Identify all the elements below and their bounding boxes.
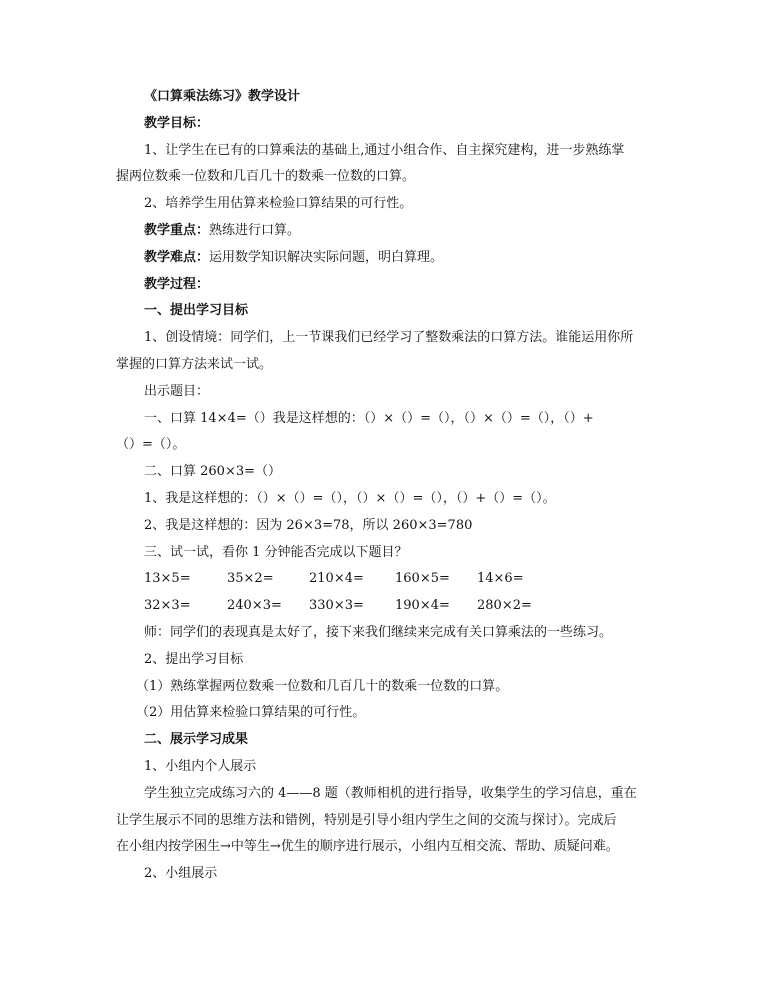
document-title: 《口算乘法练习》教学设计 [144,89,301,104]
exercise-item: 240×3= [227,598,282,614]
s2-point-1: 1、小组内个人展示 [144,758,257,774]
s2-body-line-1: 学生独立完成练习六的 4——8 题（教师相机的进行指导，收集学生的学习信息，重在 [144,785,637,801]
exercise-item: 210×4= [309,571,364,587]
exercise-item: 160×5= [395,571,450,587]
difficulty-label: 教学难点： [144,249,210,265]
s1-paragraph-line-1: 1、创设情境：同学们，上一节课我们已经学习了整数乘法的口算方法。谁能运用你所 [144,330,634,346]
section1-heading: 一、提出学习目标 [144,303,249,319]
s1-paragraph-line-2: 掌握的口算方法来试一试。 [116,356,273,372]
s2-body-line-3: 在小组内按学困生→中等生→优生的顺序进行展示，小组内互相交流、帮助、质疑问难。 [116,839,619,855]
question-2-method-1: 1、我是这样想的：（）×（）=（），（）×（）=（），（）+（）=（）。 [144,490,556,506]
exercise-item: 35×2= [227,571,274,587]
key-point [116,218,656,245]
goal-1-line-1: 1、让学生在已有的口算乘法的基础上,通过小组合作、自主探究建构，进一步熟练掌 [144,142,625,158]
document-page [116,84,656,888]
exercise-item: 32×3= [144,598,191,614]
difficulty [116,245,656,272]
question-2: 二、口算 260×3=（） [144,464,282,480]
exercise-item: 330×3= [309,598,364,614]
key-point-label: 教学重点： [144,222,210,238]
question-2-method-2: 2、我是这样想的：因为 26×3=78，所以 260×3=780 [144,517,473,533]
s2-body-line-2: 让学生展示不同的思维方法和错例，特别是引导小组内学生之间的交流与探讨）。完成后 [116,812,617,828]
process-heading: 教学过程： [144,276,210,292]
exercise-item: 13×5= [144,571,191,587]
show-problems: 出示题目： [144,383,210,399]
difficulty-text: 运用数学知识解决实际问题，明白算理。 [209,249,444,265]
learning-goal-2: （2）用估算来检验口算结果的可行性。 [136,705,366,721]
exercise-row-1 [116,566,656,593]
teacher-remark: 师：同学们的表现真是太好了，接下来我们继续来完成有关口算乘法的一些练习。 [144,624,613,640]
section2-heading: 二、展示学习成果 [144,732,249,748]
goals-heading: 教学目标： [144,115,210,131]
exercise-item: 14×6= [477,571,524,587]
goal-1-line-2: 握两位数乘一位数和几百几十的数乘一位数的口算。 [116,169,416,185]
learning-goal-1: （1）熟练掌握两位数乘一位数和几百几十的数乘一位数的口算。 [136,678,509,694]
key-point-text: 熟练进行口算。 [209,222,301,238]
question-3: 三、试一试，看你 1 分钟能否完成以下题目？ [144,544,408,560]
s2-point-2: 2、小组展示 [144,866,218,882]
question-1-line-1: 一、口算 14×4=（）我是这样想的：（）×（）=（），（）×（）=（），（）+ [144,410,594,426]
goal-2: 2、培养学生用估算来检验口算结果的可行性。 [144,196,413,212]
exercise-item: 190×4= [395,598,450,614]
s1-point-2: 2、提出学习目标 [144,651,244,667]
exercise-item: 280×2= [477,598,532,614]
exercise-row-2 [116,593,656,620]
question-1-line-2: （）=（）。 [116,437,186,453]
